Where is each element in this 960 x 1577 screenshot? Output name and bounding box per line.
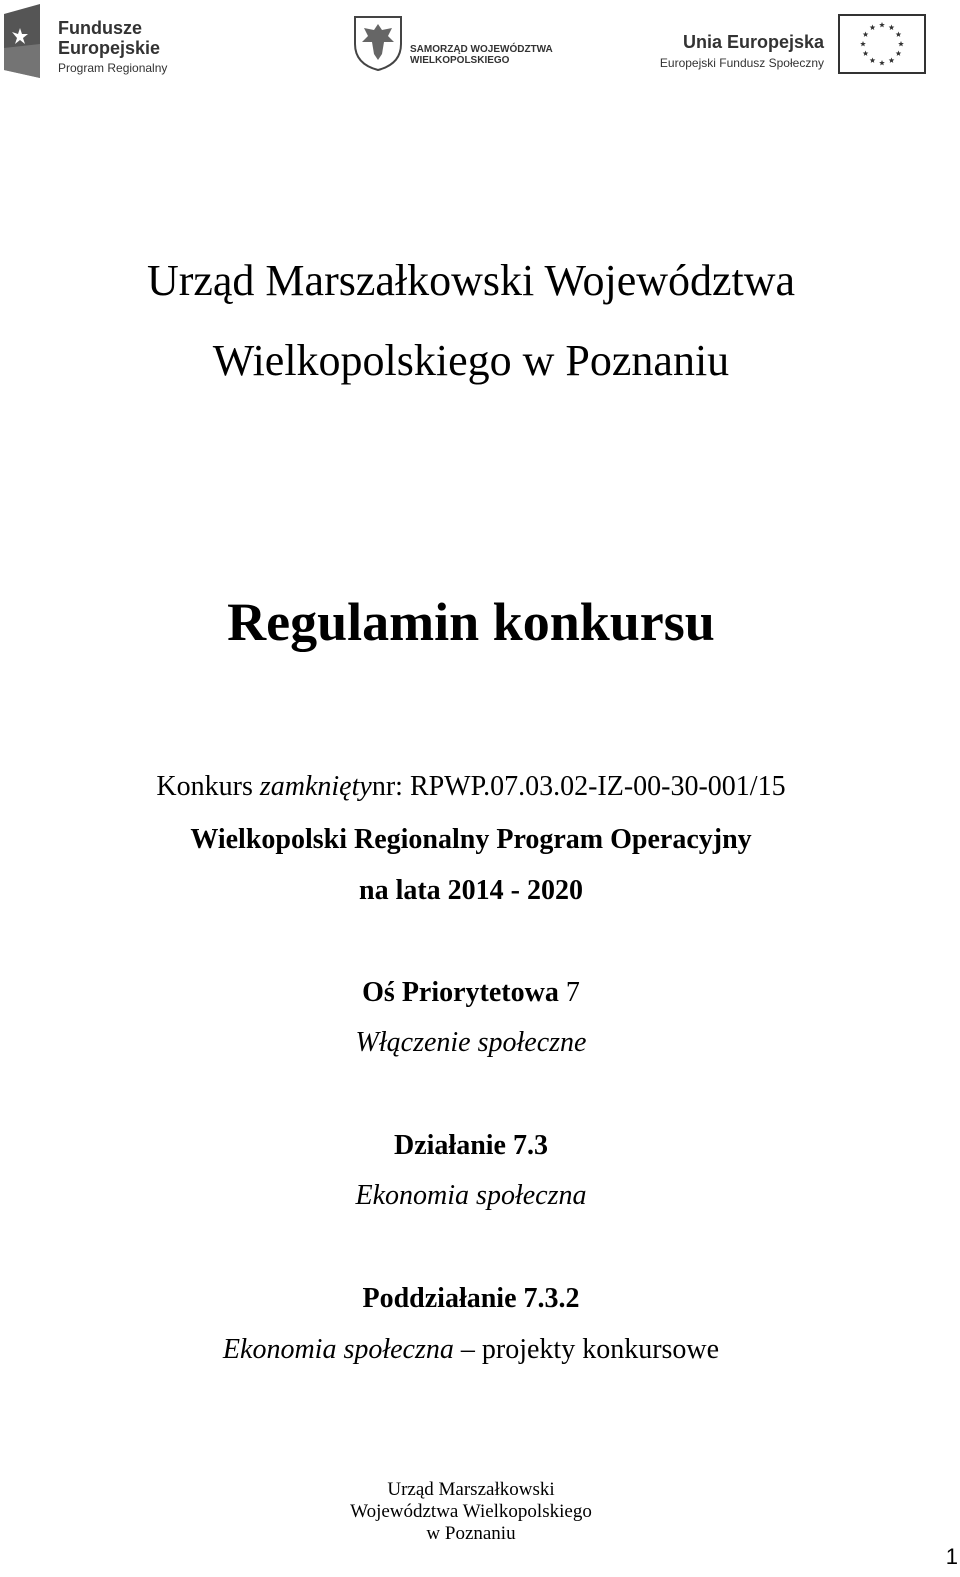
footer-line1: Urząd Marszałkowski (387, 1479, 555, 1500)
eu-flag-icon (838, 14, 926, 74)
fe-line3: Program Regionalny (58, 61, 168, 75)
footer (0, 1479, 942, 1545)
eagle-crest-icon (352, 14, 404, 72)
program-line1: Wielkopolski Regionalny Program Operacyjny (190, 824, 752, 855)
competition-type: zamknięty (259, 771, 372, 802)
axis-number: 7 (558, 977, 580, 1008)
competition-nr-label: nr: (371, 771, 410, 802)
submeasure-name-rest: – projekty konkursowe (453, 1334, 720, 1365)
samorzad-line2: WIELKOPOLSKIEGO (410, 55, 510, 66)
program-line2: na lata 2014 - 2020 (359, 875, 583, 906)
ue-line2: Europejski Fundusz Społeczny (659, 56, 824, 70)
ue-line1: Unia Europejska (682, 32, 824, 52)
axis-label: Oś Priorytetowa (362, 977, 559, 1008)
axis-line (0, 976, 942, 1010)
submeasure-name-italic: Ekonomia społeczna (222, 1334, 454, 1365)
measure-label: Działanie 7.3 (394, 1130, 548, 1161)
samorzad-logo (352, 14, 572, 74)
competition-number: RPWP.07.03.02-IZ-00-30-001/15 (409, 771, 786, 802)
axis-name: Włączenie społeczne (355, 1027, 587, 1058)
page-title: Regulamin konkursu (227, 592, 715, 652)
institution-line1: Urząd Marszałkowski Województwa (146, 256, 796, 305)
submeasure-name (0, 1333, 942, 1367)
page-number: 1 (945, 1544, 958, 1569)
institution-line2: Wielkopolskiego w Poznaniu (212, 336, 730, 385)
samorzad-line1: SAMORZĄD WOJEWÓDZTWA (410, 44, 553, 55)
footer-line2: Województwa Wielkopolskiego (350, 1501, 592, 1522)
unia-europejska-logo (624, 10, 928, 76)
fe-line2: Europejskie (58, 38, 161, 58)
competition-line (0, 770, 942, 804)
fe-line1: Fundusze (58, 18, 142, 38)
measure-name: Ekonomia społeczna (355, 1180, 587, 1211)
header-logos (0, 0, 960, 90)
fundusze-europejskie-logo (4, 4, 204, 78)
submeasure-label: Poddziałanie 7.3.2 (362, 1283, 580, 1314)
competition-prefix: Konkurs (156, 771, 260, 802)
footer-line3: w Poznaniu (426, 1523, 516, 1544)
fundusze-europejskie-star-icon (4, 4, 46, 78)
